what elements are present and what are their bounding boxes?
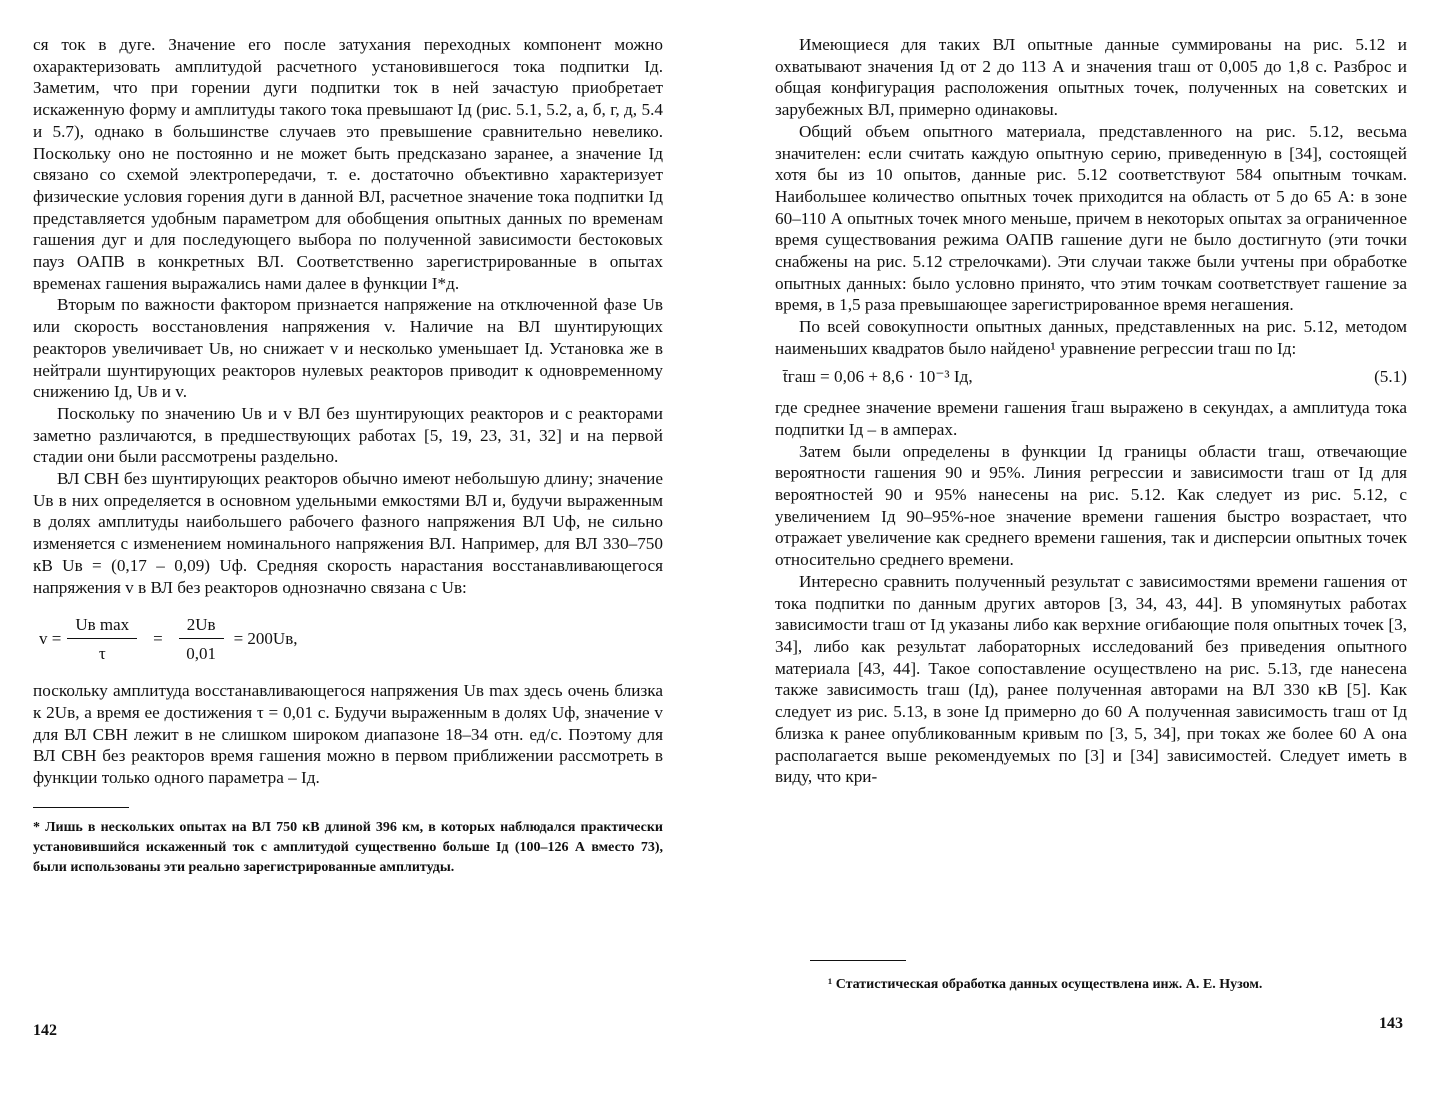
right-paragraph-6: Интересно сравнить полученный результат с зависимостями времени гашения от тока подпитки по данным других авторов [3, 34, 43, 44]. В упомянутых работах зависимости tгаш от Iд указаны либо как верхние огибающие поля опытных точек [3, 34], либо как результат лабораторных исследований без приведения опытного материала [43, 44]. Такое сопоставление осуществлено на рис. 5.13, где нанесена также зависимость tгаш (Iд), ранее полученная авторами на ВЛ 330 кВ [5]. Как следует из рис. 5.13, в зоне Iд примерно до 60 А полученная зависимость tгаш от Iд близка к ранее опубликованным кривым по [3, 5, 34], при токах же более 60 А она располагается выше рекомендуемых по [3] и [34] зависимостей. Следует иметь в виду, что кри- xyxy=(775,571,1407,787)
fraction-1-denominator: τ xyxy=(98,643,106,663)
left-footnote: * Лишь в нескольких опытах на ВЛ 750 кВ длиной 396 км, в которых наблюдался практически установившийся искаженный ток с амплитудой существенно больше Iд (100–126 А вместо 73), были использованы эти реально зарегистрированные амплитуды. xyxy=(33,819,663,875)
left-page xyxy=(33,34,663,878)
right-footnote-block xyxy=(810,960,1410,1009)
right-paragraph-5: Затем были определены в функции Iд границы области tгаш, отвечающие вероятности гашения 90 и 95%. Линия регрессии и зависимости tгаш от Iд для вероятностей 90 и 95% нанесены на рис. 5.12. Как следует из рис. 5.12, с увеличением Iд 90–95%-ное значение времени гашения быстро возрастает, что отражает увеличение как среднего времени гашения, так и дисперсии опытных точек относительно среднего времени. xyxy=(775,441,1407,570)
fraction-2-denominator: 0,01 xyxy=(186,643,217,663)
formula-fraction-2 xyxy=(179,614,224,664)
right-paragraph-3: По всей совокупности опытных данных, представленных на рис. 5.12, методом наименьших квадратов было найдено¹ уравнение регрессии tгаш по Iд: xyxy=(775,317,1407,358)
left-paragraph-5: поскольку амплитуда восстанавливающегося напряжения Uв max здесь очень близка к 2Uв, а время ее достижения τ = 0,01 с. Будучи выраженным в долях Uф, значение v для ВЛ СВН лежит в не слишком широком диапазоне 18–34 отн. ед/с. Поэтому для ВЛ СВН без реакторов время гашения можно в первом приближении рассмотреть в функции только одного параметра – Iд. xyxy=(33,681,663,788)
right-page xyxy=(775,34,1407,788)
page-number-left: 142 xyxy=(33,1022,57,1039)
equation-text: t̄гаш = 0,06 + 8,6 · 10⁻³ Iд, xyxy=(783,366,973,386)
right-footnote: ¹ Статистическая обработка данных осуществлена инж. А. Е. Нузом. xyxy=(828,977,1263,992)
left-paragraph-1: ся ток в дуге. Значение его после затухания переходных компонент можно охарактеризовать амплитудой расчетного установившегося тока подпитки Iд. Заметим, что при горении дуги подпитки ток в ней зачастую приобретает искаженную форму и амплитуды такого тока превышают Iд (рис. 5.1, 5.2, а, б, г, д, 5.4 и 5.7), однако в большинстве случаев это превышение сравнительно невелико. Поскольку оно не постоянно и не может быть предсказано заранее, а значение Iд связано со схемой электропередачи, т. е. достаточно объективно характеризует физические условия горения дуги в данной ВЛ, расчетное значение тока подпитки Iд представляется удобным параметром для обобщения опытных данных по временам гашения дуг и для последующего выбора по полученной зависимости бестоковых пауз ОАПВ в конкретных ВЛ. Соответственно зарегистрированные в опытах временах гашения выражались нами далее в функции I*д. xyxy=(33,35,663,293)
page-number-right: 143 xyxy=(1379,1015,1403,1032)
equation-number: (5.1) xyxy=(1374,366,1407,386)
footnote-divider-right xyxy=(810,960,906,961)
left-paragraph-3: Поскольку по значению Uв и v ВЛ без шунтирующих реакторов и с реакторами заметно различаются, в предшествующих работах [5, 19, 23, 31, 32] и на первой стадии они были рассмотрены раздельно. xyxy=(33,403,663,467)
right-paragraph-2: Общий объем опытного материала, представленного на рис. 5.12, весьма значителен: если считать каждую опытную серию, приведенную в [34], состоящей хотя бы из 10 опытов, данные рис. 5.12 соответствуют 584 опытным точкам. Наибольшее количество опытных точек приходится на область от 5 до 65 А: в зоне 60–110 А опытных точек много меньше, причем в некоторых опытах за ограниченное время существования режима ОАПВ гашение дуги не было достигнуто (эти точки снабжены на рис. 5.12 стрелочками). Эти случаи также были учтены при обработке опытных данных: было условно принято, что этим точкам соответствует гашение за время, в 1,5 раза превышающее зарегистрированное время негашения. xyxy=(775,121,1407,315)
formula-equals: = xyxy=(153,629,163,649)
right-paragraph-1: Имеющиеся для таких ВЛ опытные данные суммированы на рис. 5.12 и охватывают значения Iд от 2 до 113 А и значения tгаш от 0,005 до 1,8 с. Разброс и общая конфигурация расположения опытных точек, полученных на советских и зарубежных ВЛ, примерно одинаковы. xyxy=(775,35,1407,120)
fraction-2-numerator: 2Uв xyxy=(179,614,224,639)
regression-equation xyxy=(783,366,1407,388)
velocity-formula xyxy=(33,604,663,674)
formula-fraction-1 xyxy=(67,614,137,664)
footnote-divider xyxy=(33,807,129,808)
left-paragraph-2: Вторым по важности фактором признается напряжение на отключенной фазе Uв или скорость восстановления напряжения v. Наличие на ВЛ шунтирующих реакторов увеличивает Uв, но снижает v и несколько уменьшает Iд. Установка же в нейтрали шунтирующих реакторов нулевых реакторов приводит к одновременному снижению Iд, Uв и v. xyxy=(33,295,663,402)
formula-lhs: v = xyxy=(39,629,62,649)
formula-rhs: = 200Uв, xyxy=(233,629,298,649)
right-paragraph-4: где среднее значение времени гашения t̄гаш выражено в секундах, а амплитуда тока подпитки Iд – в амперах. xyxy=(775,398,1407,439)
left-paragraph-4: ВЛ СВН без шунтирующих реакторов обычно имеют небольшую длину; значение Uв в них определяется в основном удельными емкостями ВЛ и, будучи выраженным в долях амплитуды наибольшего рабочего фазного напряжения ВЛ Uф, не сильно изменяется с изменением номинального напряжения ВЛ. Например, для ВЛ 330–750 кВ Uв = (0,17 – 0,09) Uф. Средняя скорость нарастания восстанавливающегося напряжения v в ВЛ без реакторов однозначно связана с Uв: xyxy=(33,469,663,597)
fraction-1-numerator: Uв max xyxy=(67,614,137,639)
